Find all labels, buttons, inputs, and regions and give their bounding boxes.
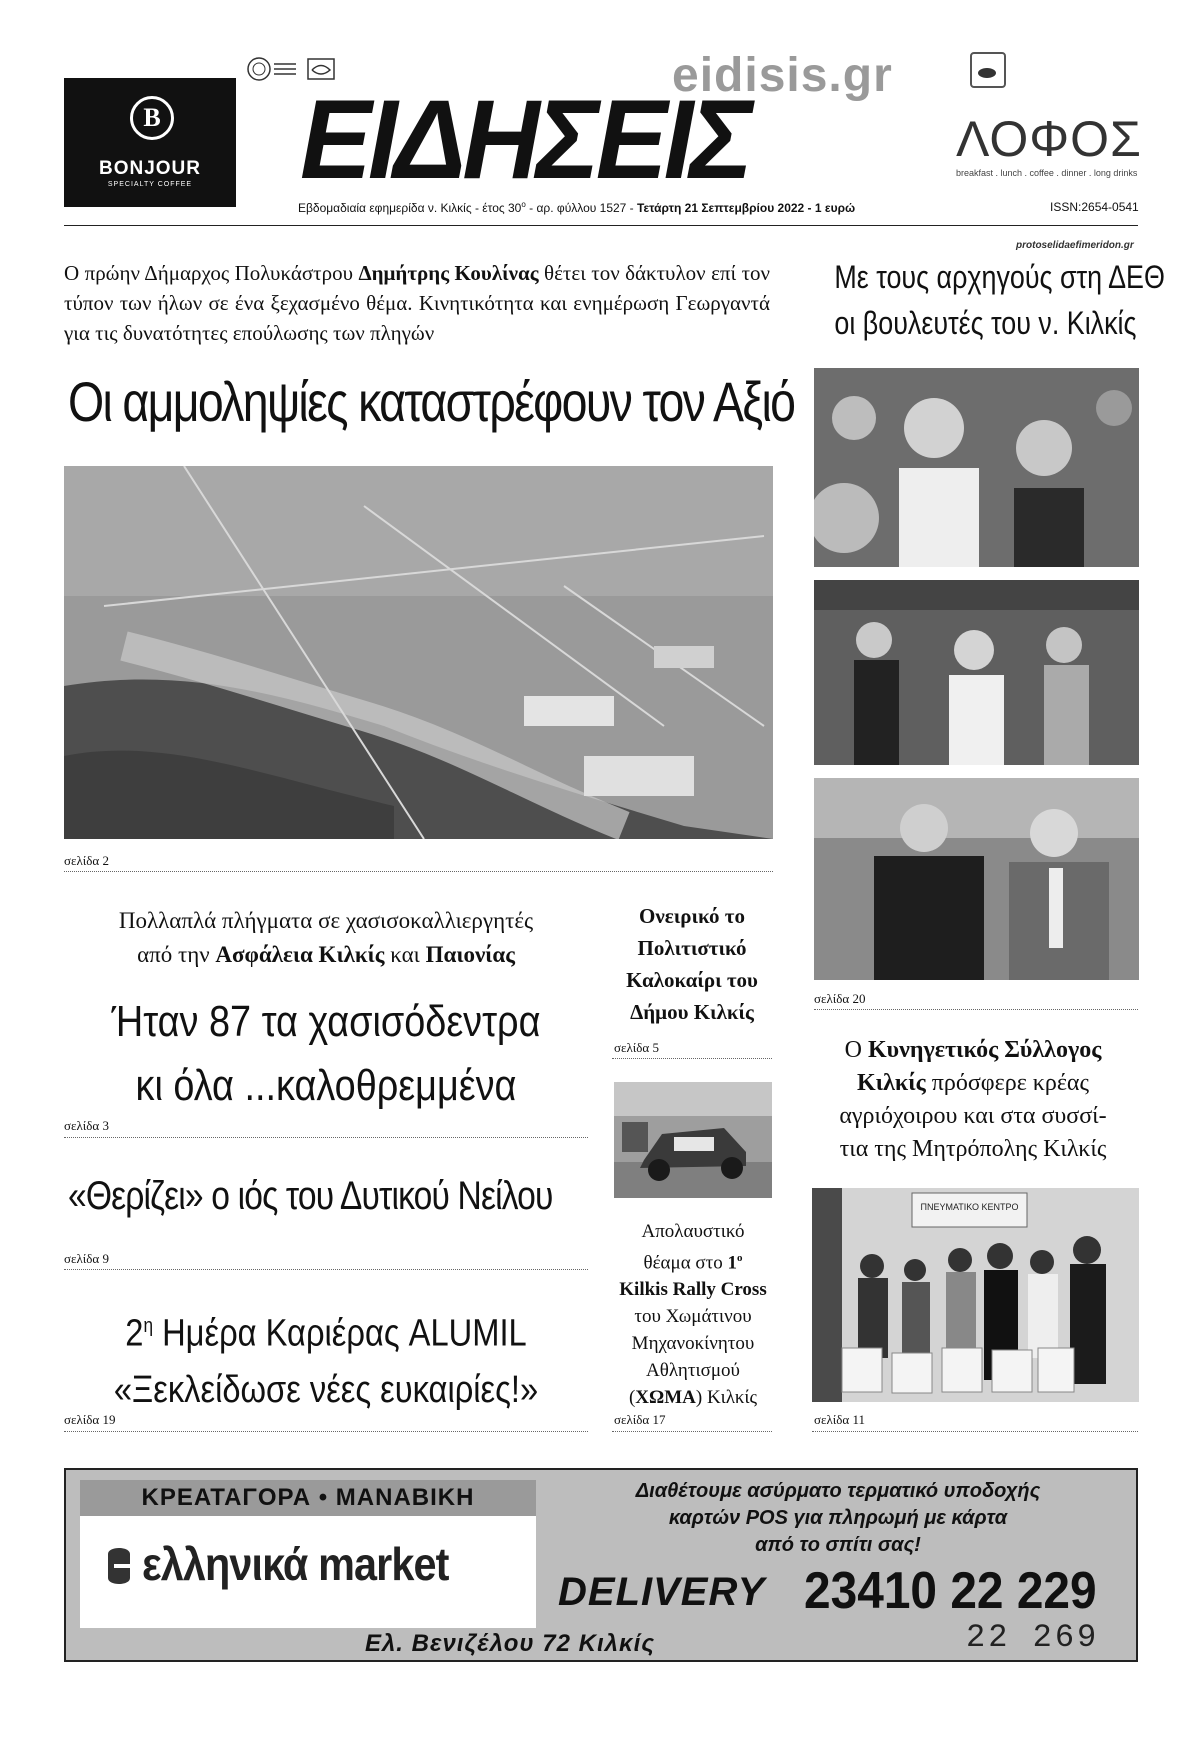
rally-l7 [612, 1384, 774, 1411]
cannabis-kicker-2 [64, 938, 588, 972]
deth-photo-3 [814, 778, 1139, 980]
bonjour-logo-icon: B [130, 96, 174, 140]
lofos-name: ΛΟΦΟΣ [956, 111, 1142, 167]
culture-headline-2: Πολιτιστικό [637, 936, 747, 960]
hunting-l1b: Κυνηγετικός Σύλλογος [868, 1037, 1102, 1063]
market-address: Ελ. Βενιζέλου 72 Κιλκίς [364, 1630, 656, 1657]
career-headline-1 [101, 1298, 552, 1362]
cannabis-kicker [64, 904, 588, 972]
lead-headline: Οι αμμοληψίες καταστρέφουν τον Αξιό [68, 370, 795, 433]
rally-text [612, 1218, 774, 1411]
deth-headline [808, 254, 1165, 346]
hunting-rule [812, 1431, 1138, 1432]
lead-intro [64, 258, 770, 348]
cannabis-kicker-2c: και [384, 942, 426, 967]
masthead-info-issue: - αρ. φύλλου 1527 - [525, 201, 637, 215]
lead-intro-2: θέτει τον δάκτυλον επί τον τύπον των ήλων σε ένα ξεχασμένο θέμα. Κινητικότητα και ενημέρωση Γεωργαντά για τις δυνατότητες επούλωσης των πληγών [64, 261, 771, 345]
hunting-l1 [808, 1034, 1138, 1067]
deth-headline-1: Με τους αρχηγούς στη ΔΕΘ [834, 259, 1165, 295]
masthead-title: ΕΙΔΗΣΕΙΣ [300, 77, 750, 202]
market-phone: 23410 22 229 [804, 1562, 1097, 1620]
crowd-photo-illustration [814, 580, 1139, 765]
deth-headline-2: οι βουλευτές του ν. Κιλκίς [834, 305, 1137, 341]
lead-intro-name: Δημήτρης Κουλίνας [358, 261, 539, 285]
cannabis-kicker-2b: Ασφάλεια Κιλκίς [215, 942, 385, 967]
career-headline-2: «Ξεκλείδωσε νέες ευκαιρίες!» [113, 1368, 539, 1411]
cannabis-kicker-1: Πολλαπλά πλήγματα σε χασισοκαλλιεργητές [118, 908, 534, 933]
crowd-photo-illustration [814, 368, 1139, 567]
rally-page-ref: σελίδα 17 [614, 1412, 666, 1427]
deth-page-ref: σελίδα 20 [814, 991, 866, 1006]
cannabis-headline [64, 990, 588, 1118]
hunting-photo [812, 1188, 1139, 1402]
culture-page-ref: σελίδα 5 [614, 1040, 659, 1055]
masthead-date: Τετάρτη 21 Σεπτεμβρίου 2022 - 1 ευρώ [637, 201, 856, 215]
culture-rule [612, 1058, 772, 1059]
culture-headline-1: Ονειρικό το [639, 904, 745, 928]
market-phone-2: 22 269 [966, 1619, 1100, 1656]
cannabis-page-ref: σελίδα 3 [64, 1118, 109, 1133]
handshake-photo-illustration [814, 778, 1139, 980]
culture-headline [612, 900, 772, 1028]
deth-photo-1 [814, 368, 1139, 567]
site-badge-icon [970, 52, 1006, 88]
market-ad-pos-2: καρτών POS για πληρωμή με κάρτα [668, 1507, 1008, 1529]
deth-rule [814, 1009, 1138, 1010]
culture-headline-3: Καλοκαίρι του [626, 968, 758, 992]
masthead-info-text: Εβδομαδιαία εφημερίδα ν. Κιλκίς - έτος 30 [298, 201, 522, 215]
virus-headline: «Θερίζει» ο ιός του Δυτικού Νείλου [68, 1174, 553, 1218]
career-headline-1a: 2 [125, 1312, 144, 1355]
cannabis-rule [64, 1137, 588, 1138]
market-logo-icon [104, 1546, 134, 1586]
hunting-text [808, 1034, 1138, 1166]
lofos-tagline: breakfast . lunch . coffee . dinner . long drinks [956, 168, 1138, 178]
market-ad [64, 1468, 1138, 1662]
market-delivery: DELIVERY [558, 1570, 766, 1614]
site-name: eidisis.gr [672, 49, 893, 102]
rally-l2sup: ο [737, 1252, 743, 1264]
rally-l3: Kilkis Rally Cross [619, 1279, 767, 1301]
market-ad-topline: ΚΡΕΑΤΑΓΟΡΑ • ΜΑΝΑΒΙΚΗ [80, 1480, 536, 1516]
rally-l2 [612, 1245, 774, 1276]
market-brand: ελληνικά market [142, 1538, 449, 1590]
rally-l4: του Χωμάτινου [634, 1306, 752, 1328]
cannabis-headline-2: κι όλα ...καλοθρεμμένα [135, 1061, 517, 1110]
career-headline-1b: Ημέρα Καριέρας ALUMIL [153, 1312, 527, 1355]
rally-l7a: ( [628, 1387, 636, 1409]
cannabis-kicker-2d: Παιονίας [425, 942, 515, 967]
virus-page-ref: σελίδα 9 [64, 1251, 109, 1266]
aerial-river-photo [64, 466, 773, 839]
market-ad-pos-3: από το σπίτι σας! [755, 1534, 921, 1556]
hunting-page-ref: σελίδα 11 [814, 1412, 865, 1427]
rally-l6: Αθλητισμού [646, 1360, 740, 1382]
rally-l1: Απολαυστικό [641, 1221, 745, 1242]
deth-photo-2 [814, 580, 1139, 765]
hunting-l1a: Ο [844, 1037, 869, 1063]
aerial-photo-illustration [64, 466, 773, 839]
hunting-sign-text: ΠΝΕΥΜΑΤΙΚΟ ΚΕΝΤΡΟ [920, 1202, 1019, 1212]
market-ad-pos-text [548, 1478, 1128, 1559]
cannabis-kicker-2a: από την [137, 942, 216, 967]
source-credit: protoselidaefimeridon.gr [1016, 240, 1134, 251]
issn: ISSN:2654-0541 [1050, 200, 1139, 214]
rally-l7b: ΧΩΜΑ [635, 1387, 696, 1409]
virus-rule [64, 1269, 588, 1270]
group-photo-illustration [812, 1188, 1139, 1402]
bonjour-tagline: SPECIALTY COFFEE [107, 181, 193, 188]
masthead-rule [64, 225, 1138, 226]
rally-rule [612, 1431, 772, 1432]
rally-photo [614, 1082, 772, 1198]
lead-intro-1: Ο πρώην Δήμαρχος Πολυκάστρου [64, 261, 359, 285]
career-page-ref: σελίδα 19 [64, 1412, 116, 1427]
bonjour-ad [64, 78, 236, 207]
career-rule [64, 1431, 588, 1432]
cannabis-headline-1: Ήταν 87 τα χασισόδεντρα [111, 997, 541, 1046]
market-ad-left-panel [80, 1480, 536, 1628]
masthead-info-sup: ο [521, 200, 526, 209]
bonjour-name: BONJOUR [98, 158, 201, 179]
rally-l2b: 1 [727, 1252, 738, 1274]
rally-l5: Μηχανοκίνητου [631, 1333, 755, 1355]
lead-page-ref: σελίδα 2 [64, 853, 109, 868]
hunting-l2b: πρόσφερε κρέας [925, 1070, 1090, 1096]
hunting-l4: τια της Μητρόπολης Κιλκίς [839, 1136, 1107, 1162]
culture-headline-4: Δήμου Κιλκίς [630, 1000, 754, 1024]
career-headline-1sup: η [143, 1315, 154, 1337]
masthead-info [298, 200, 855, 215]
career-headline [64, 1298, 588, 1418]
market-ad-pos-1: Διαθέτουμε ασύρματο τερματικό υποδοχής [635, 1480, 1041, 1502]
rally-l7c: ) Κιλκίς [695, 1387, 758, 1409]
rally-car-illustration [614, 1082, 772, 1198]
rally-l2a: θέαμα στο [643, 1252, 728, 1274]
hunting-l2 [808, 1067, 1138, 1100]
hunting-l2a: Κιλκίς [856, 1070, 926, 1096]
lead-rule [64, 871, 773, 872]
hunting-l3: αγριόχοιρου και στα συσσί- [839, 1103, 1107, 1129]
